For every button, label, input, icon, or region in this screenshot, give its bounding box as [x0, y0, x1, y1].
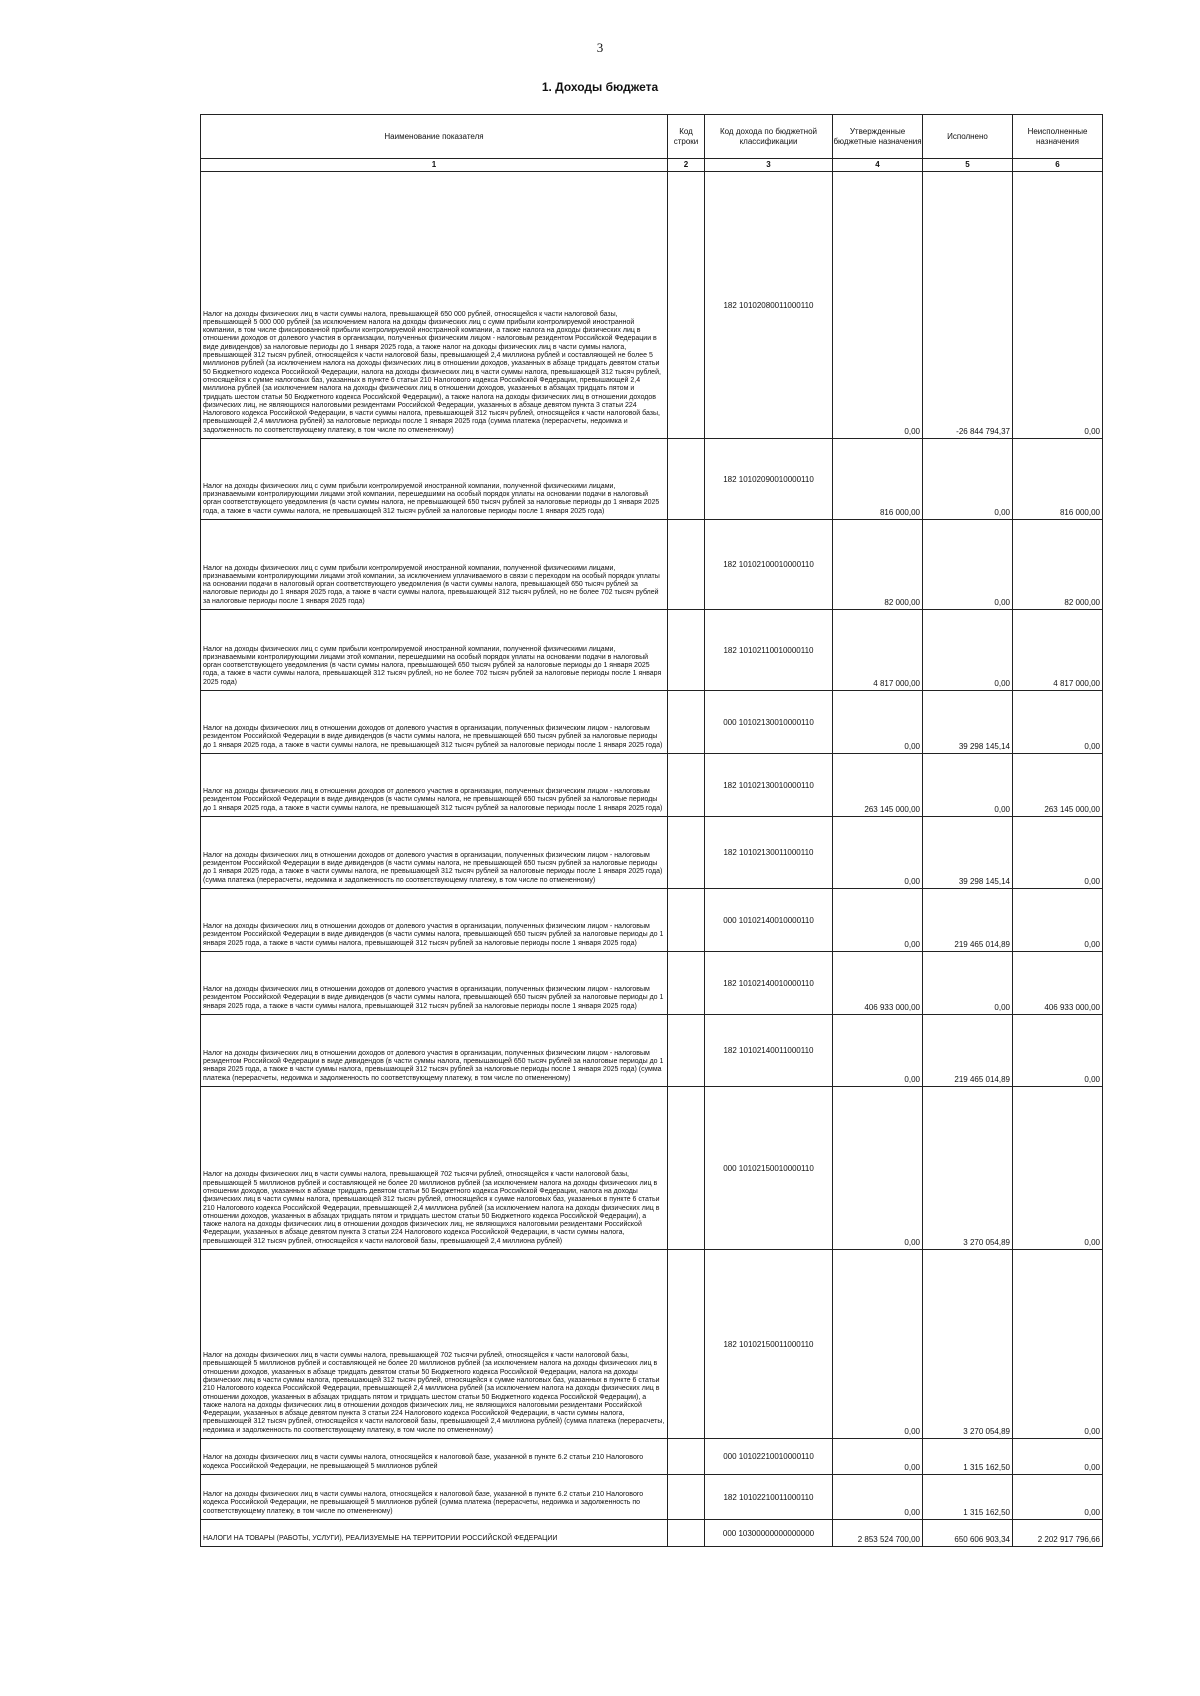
indicator-name: Налог на доходы физических лиц в отношении доходов от долевого участия в организации, полученных физическим лицом - налоговым резидентом Российской Федерации в виде дивидендов (в части суммы налога, превышающей 650 тысяч рублей за налоговые периоды до 1 января 2025 года, а также в части суммы налога, превышающей 312 тысяч рублей за налоговые периоды после 1 января 2025 года): [201, 952, 668, 1015]
unexecuted-amount: 0,00: [1013, 1475, 1103, 1520]
indicator-name: Налог на доходы физических лиц в части суммы налога, превышающей 650 000 рублей, относящейся к части налоговой базы, превышающей 5 000 000 рублей (за исключением налога на доходы физических лиц с сумм прибыли контролируемой иностранной компании, в том числе фиксированной прибыли контролируемой иностранной компании, а также налога на доходы физических лиц в отношении доходов от долевого участия в организации, полученных физическим лицом - налоговым резидентом Российской Федерации в виде дивидендов) за налоговые периоды до 1 января 2025 года, а также налог на доходы физических лиц в части суммы налога, превышающей 312 тысяч рублей, относящейся к части налоговой базы, превышающей 2,4 миллиона рублей и составляющей не более 5 миллионов рублей (за исключением налога на доходы физических лиц в отношении доходов, указанных в абзаце тридцать девятом статьи 50 Бюджетного кодекса Российской Федерации, налога на доходы физических лиц в части суммы налога, превышающей 312 тысяч рублей, относящейся к сумме налоговых баз, указанных в пункте 6 статьи 210 Налогового кодекса Российской Федерации, превышающей 2,4 миллиона рублей (за исключением налога на доходы физических лиц в отношении доходов, указанных в абзацах тридцать пятом и тридцать шестом статьи 50 Бюджетного кодекса Российской Федерации), а также налога на доходы физических лиц в отношении доходов физических лиц, не являющихся налоговыми резидентами Российской Федерации, указанных в абзаце девятом пункта 3 статьи 224 Налогового кодекса Российской Федерации, в части суммы налога, превышающей 312 тысяч рублей, относящейся к части налоговой базы, превышающей 2,4 миллиона рублей) за налоговые периоды после 1 января 2025 года (сумма платежа (перерасчеты, недоимка и задолженность по соответствующему платежу, в том числе по отмененному): [201, 172, 668, 439]
row-code: [668, 439, 705, 520]
table-row: [201, 691, 1103, 754]
column-number: 4: [833, 159, 923, 172]
row-code: [668, 172, 705, 439]
approved-amount: 816 000,00: [833, 439, 923, 520]
row-code: [668, 1250, 705, 1439]
unexecuted-amount: 4 817 000,00: [1013, 610, 1103, 691]
page-number: 3: [596, 40, 604, 55]
row-code: [668, 754, 705, 817]
row-code: [668, 520, 705, 610]
table-row: [201, 817, 1103, 889]
approved-amount: 406 933 000,00: [833, 952, 923, 1015]
approved-amount: 0,00: [833, 1250, 923, 1439]
executed-amount: 0,00: [923, 439, 1013, 520]
approved-amount: 0,00: [833, 1087, 923, 1250]
bk-code: 000 10300000000000000: [705, 1520, 833, 1547]
approved-amount: 0,00: [833, 817, 923, 889]
unexecuted-amount: 0,00: [1013, 817, 1103, 889]
approved-amount: 4 817 000,00: [833, 610, 923, 691]
header-approved: Утвержденные бюджетные назначения: [833, 115, 923, 159]
table-row: [201, 172, 1103, 439]
bk-code: 182 10102130011000110: [705, 817, 833, 889]
executed-amount: 0,00: [923, 754, 1013, 817]
bk-code: 182 10102150011000110: [705, 1250, 833, 1439]
executed-amount: 0,00: [923, 952, 1013, 1015]
unexecuted-amount: 816 000,00: [1013, 439, 1103, 520]
approved-amount: 0,00: [833, 172, 923, 439]
column-number: 1: [201, 159, 668, 172]
indicator-name: Налог на доходы физических лиц в отношении доходов от долевого участия в организации, полученных физическим лицом - налоговым резидентом Российской Федерации в виде дивидендов (в части суммы налога, не превышающей 650 тысяч рублей за налоговые периоды до 1 января 2025 года, а также в части суммы налога, не превышающей 312 тысяч рублей за налоговые периоды после 1 января 2025 года): [201, 691, 668, 754]
row-code: [668, 1015, 705, 1087]
column-number: 5: [923, 159, 1013, 172]
row-code: [668, 889, 705, 952]
unexecuted-amount: 406 933 000,00: [1013, 952, 1103, 1015]
approved-amount: 0,00: [833, 691, 923, 754]
table-row: [201, 610, 1103, 691]
bk-code: 182 10102140010000110: [705, 952, 833, 1015]
executed-amount: 3 270 054,89: [923, 1087, 1013, 1250]
indicator-name: Налог на доходы физических лиц в части суммы налога, превышающей 702 тысячи рублей, относящейся к части налоговой базы, превышающей 5 миллионов рублей и составляющей не более 20 миллионов рублей (за исключением налога на доходы физических лиц в отношении доходов, указанных в абзаце тридцать девятом статьи 50 Бюджетного кодекса Российской Федерации, налога на доходы физических лиц в части суммы налога, превышающей 312 тысяч рублей, относящейся к сумме налоговых баз, указанных в пункте 6 статьи 210 Налогового кодекса Российской Федерации, превышающей 2,4 миллиона рублей (за исключением налога на доходы физических лиц в отношении доходов, указанных в абзацах тридцать пятом и тридцать шестом статьи 50 Бюджетного кодекса Российской Федерации), а также налога на доходы физических лиц в отношении доходов физических лиц, не являющихся налоговыми резидентами Российской Федерации, указанных в абзаце девятом пункта 3 статьи 224 Налогового кодекса Российской Федерации, в части суммы налога, превышающей 312 тысяч рублей, относящейся к части налоговой базы, превышающей 2,4 миллиона рублей) (сумма платежа (перерасчеты, недоимка и задолженность по соответствующему платежу, в том числе по отмененному): [201, 1250, 668, 1439]
executed-amount: 650 606 903,34: [923, 1520, 1013, 1547]
indicator-name: Налог на доходы физических лиц с сумм прибыли контролируемой иностранной компании, полученной физическими лицами, признаваемыми контролирующими лицами этой компании, перешедшими на особый порядок уплаты на основании подачи в налоговый орган соответствующего уведомления (в части суммы налога, превышающей 650 тысяч рублей за налоговые периоды до 1 января 2025 года, а также в части суммы налога, превышающей 312 тысяч рублей, но не более 702 тысяч рублей за налоговые периоды после 1 января 2025 года): [201, 610, 668, 691]
table-row: [201, 1475, 1103, 1520]
unexecuted-amount: 0,00: [1013, 172, 1103, 439]
indicator-name: Налог на доходы физических лиц с сумм прибыли контролируемой иностранной компании, полученной физическими лицами, признаваемыми контролирующими лицами этой компании, перешедшими на особый порядок уплаты на основании подачи в налоговый орган соответствующего уведомления (в части суммы налога, не превышающей 650 тысяч рублей за налоговые периоды до 1 января 2025 года, а также в части суммы налога, не превышающей 312 тысяч рублей за налоговые периоды после 1 января 2025 года): [201, 439, 668, 520]
indicator-name: Налог на доходы физических лиц в части суммы налога, относящейся к налоговой базе, указанной в пункте 6.2 статьи 210 Налогового кодекса Российской Федерации, не превышающей 5 миллионов рублей: [201, 1439, 668, 1475]
row-code: [668, 1439, 705, 1475]
executed-amount: 0,00: [923, 610, 1013, 691]
indicator-name: НАЛОГИ НА ТОВАРЫ (РАБОТЫ, УСЛУГИ), РЕАЛИЗУЕМЫЕ НА ТЕРРИТОРИИ РОССИЙСКОЙ ФЕДЕРАЦИИ: [201, 1520, 668, 1547]
approved-amount: 0,00: [833, 1015, 923, 1087]
indicator-name: Налог на доходы физических лиц в отношении доходов от долевого участия в организации, полученных физическим лицом - налоговым резидентом Российской Федерации в виде дивидендов (в части суммы налога, не превышающей 650 тысяч рублей за налоговые периоды до 1 января 2025 года, а также в части суммы налога, не превышающей 312 тысяч рублей за налоговые периоды после 1 января 2025 года): [201, 754, 668, 817]
bk-code: 182 10102080011000110: [705, 172, 833, 439]
approved-amount: 82 000,00: [833, 520, 923, 610]
table-row: [201, 1520, 1103, 1547]
indicator-name: Налог на доходы физических лиц в части суммы налога, относящейся к налоговой базе, указанной в пункте 6.2 статьи 210 Налогового кодекса Российской Федерации, не превышающей 5 миллионов рублей (сумма платежа (перерасчеты, недоимка и задолженность по соответствующему платежу, в том числе по отмененному): [201, 1475, 668, 1520]
table-row: [201, 952, 1103, 1015]
row-code: [668, 610, 705, 691]
bk-code: 000 10102210010000110: [705, 1439, 833, 1475]
bk-code: 000 10102130010000110: [705, 691, 833, 754]
header-bk-code: Код дохода по бюджетной классификации: [705, 115, 833, 159]
approved-amount: 0,00: [833, 1475, 923, 1520]
executed-amount: 0,00: [923, 520, 1013, 610]
unexecuted-amount: 0,00: [1013, 691, 1103, 754]
table-row: [201, 754, 1103, 817]
indicator-name: Налог на доходы физических лиц в отношении доходов от долевого участия в организации, полученных физическим лицом - налоговым резидентом Российской Федерации в виде дивидендов (в части суммы налога, превышающей 650 тысяч рублей за налоговые периоды до 1 января 2025 года, а также в части суммы налога, превышающей 312 тысяч рублей за налоговые периоды после 1 января 2025 года): [201, 889, 668, 952]
unexecuted-amount: 0,00: [1013, 889, 1103, 952]
table-row: [201, 1015, 1103, 1087]
executed-amount: 1 315 162,50: [923, 1439, 1013, 1475]
table-row: [201, 520, 1103, 610]
row-code: [668, 691, 705, 754]
row-code: [668, 1520, 705, 1547]
table-row: [201, 1439, 1103, 1475]
bk-code: 182 10102210011000110: [705, 1475, 833, 1520]
approved-amount: 263 145 000,00: [833, 754, 923, 817]
table-row: [201, 439, 1103, 520]
executed-amount: 3 270 054,89: [923, 1250, 1013, 1439]
indicator-name: Налог на доходы физических лиц в отношении доходов от долевого участия в организации, полученных физическим лицом - налоговым резидентом Российской Федерации в виде дивидендов (в части суммы налога, превышающей 650 тысяч рублей за налоговые периоды до 1 января 2025 года, а также в части суммы налога, превышающей 312 тысяч рублей за налоговые периоды после 1 января 2025 года) (сумма платежа (перерасчеты, недоимка и задолженность по соответствующему платежу, в том числе по отмененному): [201, 1015, 668, 1087]
indicator-name: Налог на доходы физических лиц с сумм прибыли контролируемой иностранной компании, полученной физическими лицами, признаваемыми контролирующими лицами этой компании, за исключением уплачиваемого в связи с переходом на особый порядок уплаты на основании подачи в налоговый орган соответствующего уведомления (в части суммы налога, превышающей 650 тысяч рублей за налоговые периоды до 1 января 2025 года, а также в части суммы налога, превышающей 312 тысяч рублей, но не более 702 тысяч рублей за налоговые периоды после 1 января 2025 года): [201, 520, 668, 610]
bk-code: 182 10102140011000110: [705, 1015, 833, 1087]
unexecuted-amount: 2 202 917 796,66: [1013, 1520, 1103, 1547]
executed-amount: 219 465 014,89: [923, 1015, 1013, 1087]
unexecuted-amount: 0,00: [1013, 1087, 1103, 1250]
unexecuted-amount: 263 145 000,00: [1013, 754, 1103, 817]
header-executed: Исполнено: [923, 115, 1013, 159]
row-code: [668, 1087, 705, 1250]
executed-amount: 219 465 014,89: [923, 889, 1013, 952]
row-code: [668, 1475, 705, 1520]
bk-code: 182 10102100010000110: [705, 520, 833, 610]
header-unexecuted: Неисполненные назначения: [1013, 115, 1103, 159]
table-row: [201, 1087, 1103, 1250]
indicator-name: Налог на доходы физических лиц в отношении доходов от долевого участия в организации, полученных физическим лицом - налоговым резидентом Российской Федерации в виде дивидендов (в части суммы налога, не превышающей 650 тысяч рублей за налоговые периоды до 1 января 2025 года, а также в части суммы налога, не превышающей 312 тысяч рублей за налоговые периоды после 1 января 2025 года) (сумма платежа (перерасчеты, недоимка и задолженность по соответствующему платежу, в том числе по отмененному): [201, 817, 668, 889]
header-name: Наименование показателя: [201, 115, 668, 159]
unexecuted-amount: 82 000,00: [1013, 520, 1103, 610]
executed-amount: 39 298 145,14: [923, 691, 1013, 754]
bk-code: 000 10102150010000110: [705, 1087, 833, 1250]
table-row: [201, 889, 1103, 952]
column-number: 3: [705, 159, 833, 172]
column-number-row: [201, 159, 1103, 172]
unexecuted-amount: 0,00: [1013, 1015, 1103, 1087]
approved-amount: 0,00: [833, 889, 923, 952]
bk-code: 182 10102130010000110: [705, 754, 833, 817]
unexecuted-amount: 0,00: [1013, 1250, 1103, 1439]
header-row: [201, 115, 1103, 159]
budget-income-table: [200, 114, 1103, 1547]
row-code: [668, 952, 705, 1015]
row-code: [668, 817, 705, 889]
table-row: [201, 1250, 1103, 1439]
bk-code: 000 10102140010000110: [705, 889, 833, 952]
column-number: 2: [668, 159, 705, 172]
unexecuted-amount: 0,00: [1013, 1439, 1103, 1475]
indicator-name: Налог на доходы физических лиц в части суммы налога, превышающей 702 тысячи рублей, относящейся к части налоговой базы, превышающей 5 миллионов рублей и составляющей не более 20 миллионов рублей (за исключением налога на доходы физических лиц в отношении доходов, указанных в абзаце тридцать девятом статьи 50 Бюджетного кодекса Российской Федерации, налога на доходы физических лиц в части суммы налога, превышающей 312 тысяч рублей, относящейся к сумме налоговых баз, указанных в пункте 6 статьи 210 Налогового кодекса Российской Федерации, превышающей 2,4 миллиона рублей (за исключением налога на доходы физических лиц в отношении доходов, указанных в абзацах тридцать пятом и тридцать шестом статьи 50 Бюджетного кодекса Российской Федерации), а также налога на доходы физических лиц в отношении доходов физических лиц, не являющихся налоговыми резидентами Российской Федерации, указанных в абзаце девятом пункта 3 статьи 224 Налогового кодекса Российской Федерации, в части суммы налога, превышающей 312 тысяч рублей, относящейся к части налоговой базы, превышающей 2,4 миллиона рублей): [201, 1087, 668, 1250]
header-row-code: Код строки: [668, 115, 705, 159]
executed-amount: 1 315 162,50: [923, 1475, 1013, 1520]
approved-amount: 0,00: [833, 1439, 923, 1475]
executed-amount: 39 298 145,14: [923, 817, 1013, 889]
approved-amount: 2 853 524 700,00: [833, 1520, 923, 1547]
executed-amount: -26 844 794,37: [923, 172, 1013, 439]
column-number: 6: [1013, 159, 1103, 172]
section-title: 1. Доходы бюджета: [541, 80, 659, 94]
bk-code: 182 10102090010000110: [705, 439, 833, 520]
bk-code: 182 10102110010000110: [705, 610, 833, 691]
